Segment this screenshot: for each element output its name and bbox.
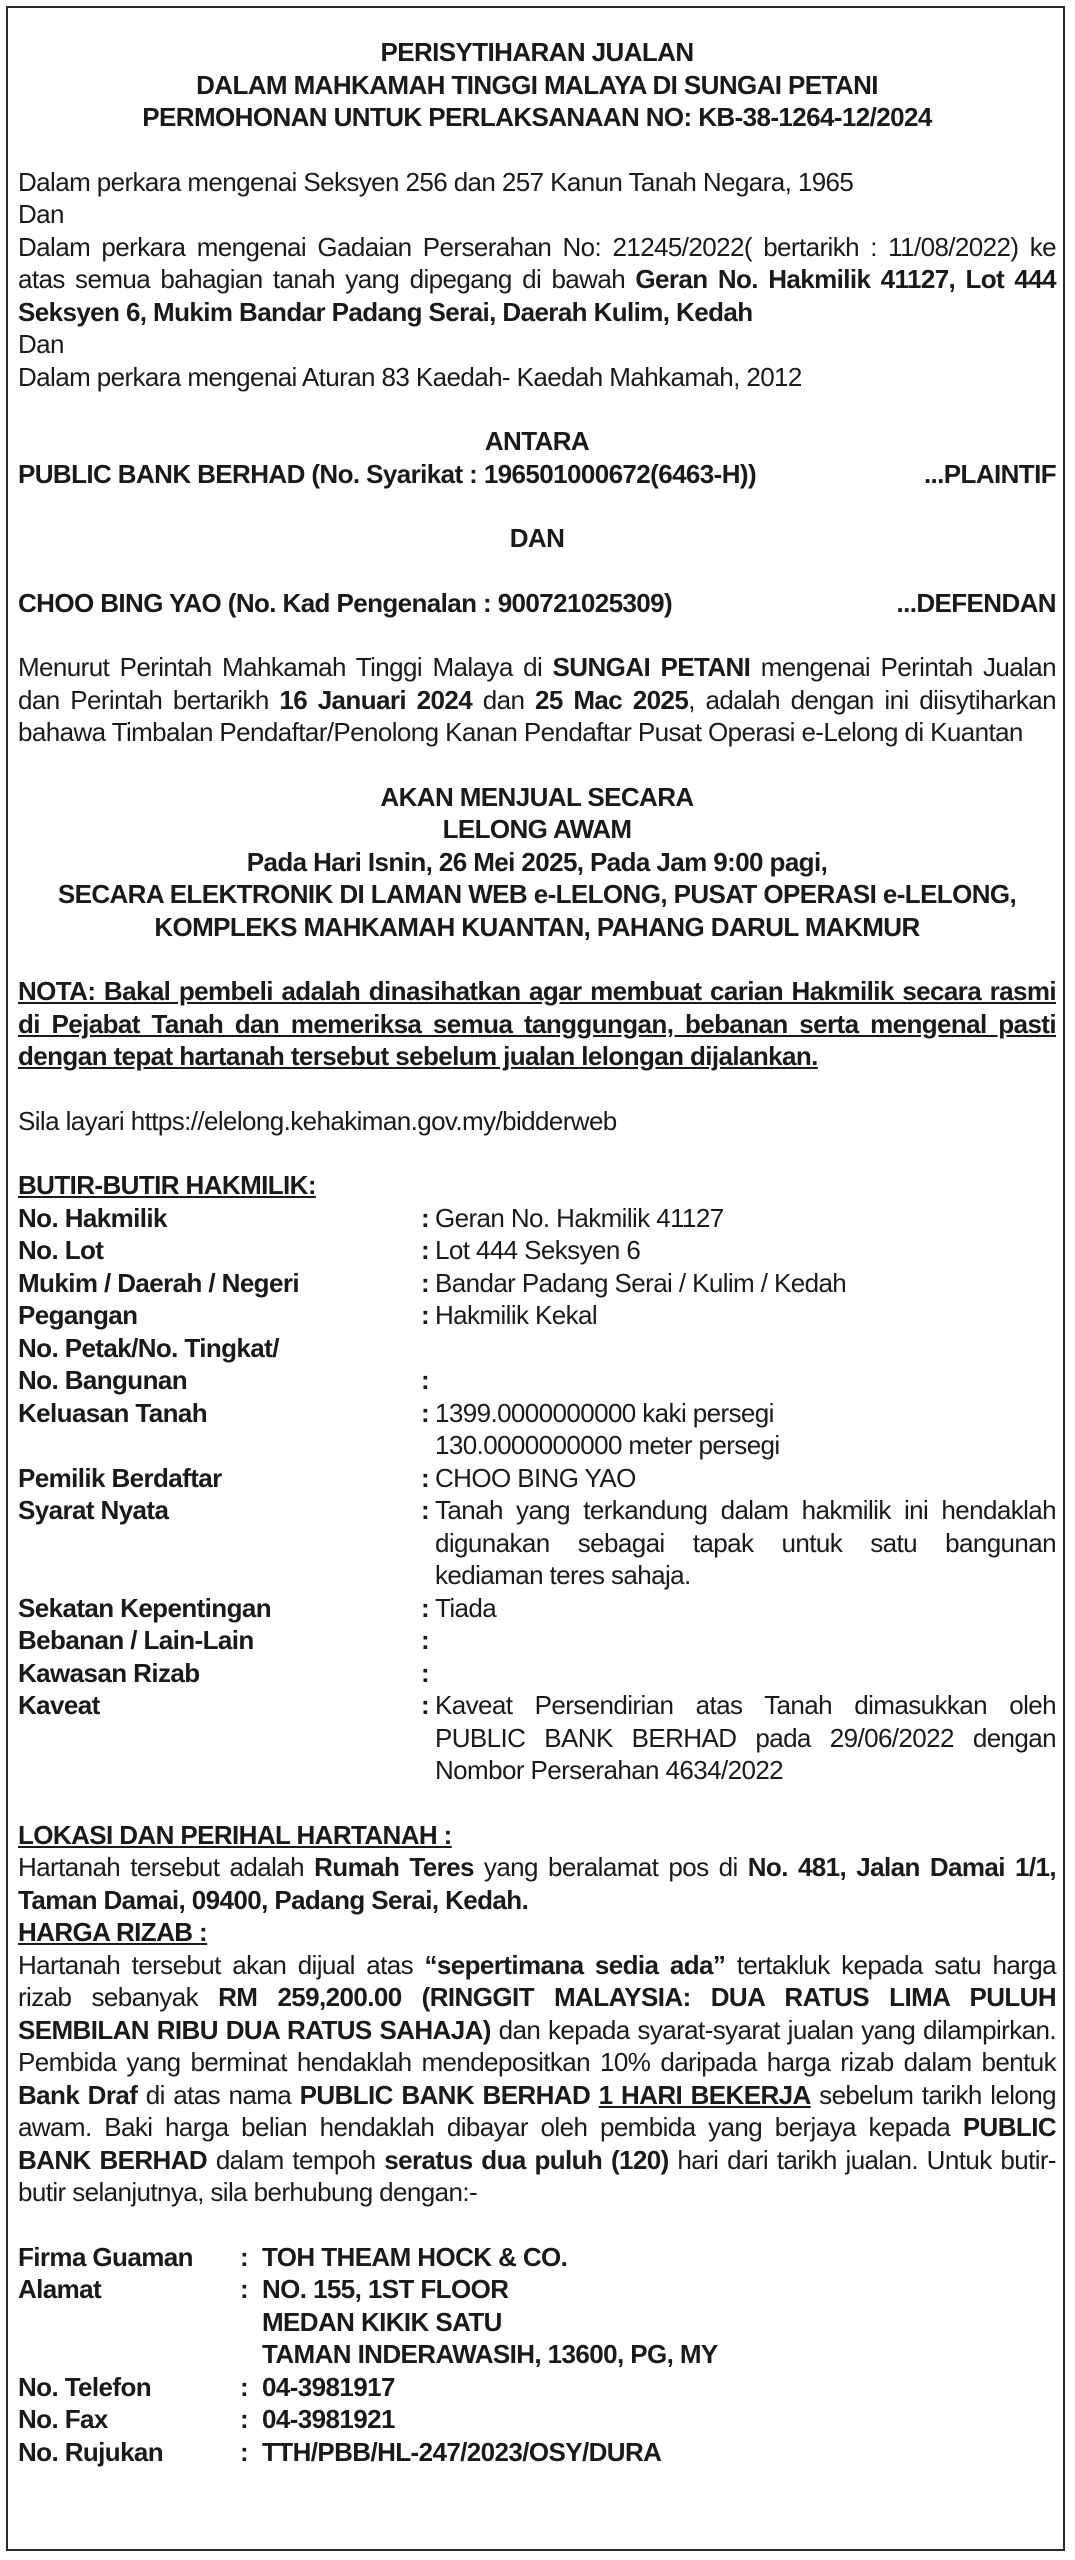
- matter-3: Dalam perkara mengenai Aturan 83 Kaedah- Kaedah Mahkamah, 2012: [18, 361, 802, 392]
- matter-1: Dalam perkara mengenai Seksyen 256 dan 257 Kanun Tanah Negara, 1965: [18, 166, 854, 197]
- auction-date: Pada Hari Isnin, 26 Mei 2025, Pada Jam 9:00 pagi,: [246, 846, 828, 877]
- contact-row: No. Fax : 04-3981921: [18, 2404, 395, 2434]
- detail-row: No. Hakmilik : Geran No. Hakmilik 41127: [18, 1202, 724, 1233]
- location-heading: LOKASI DAN PERIHAL HARTANAH :: [18, 1819, 452, 1850]
- property-address: No. 481, Jalan Damai 1/1, Taman Damai, 09400, Padang Serai, Kedah.: [18, 1852, 1056, 1915]
- notice-content: [18, 36, 1056, 2468]
- reserve-price: RM 259,200.00 (RINGGIT MALAYSIA: DUA RATUS LIMA PULUH SEMBILAN RIBU DUA RATUS SAHAJA): [18, 1982, 1056, 2045]
- contact-table: [18, 2241, 1056, 2469]
- detail-row: Syarat Nyata : Tanah yang terkandung dalam hakmilik ini hendaklah digunakan sebagai tapak untuk satu bangunan kediaman teres sahaja.: [18, 1495, 1056, 1590]
- auction-announcement: AKAN MENJUAL SECARA LELONG AWAM Pada Hari Isnin, 26 Mei 2025, Pada Jam 9:00 pagi, SECARA ELEKTRONIK DI LAMAN WEB e-LELONG, PUSAT OPERASI e-LELONG, KOMPLEKS MAHKAMAH KUANTAN, PAHANG DARUL MAKMUR: [18, 781, 1056, 944]
- header-case-number: PERMOHONAN UNTUK PERLAKSANAAN NO: KB-38-1264-12/2024: [142, 102, 932, 132]
- dan-label: DAN: [509, 523, 565, 553]
- contact-row: No. Telefon : 04-3981917: [18, 2371, 395, 2402]
- matter-conjunction-1: Dan: [18, 199, 64, 229]
- detail-row: Pegangan : Hakmilik Kekal: [18, 1300, 598, 1330]
- detail-row: No. Bangunan :: [18, 1365, 430, 1395]
- plaintiff-role: ...PLAINTIF: [923, 458, 1056, 489]
- detail-row: Pemilik Berdaftar : CHOO BING YAO: [18, 1462, 636, 1493]
- detail-row: Keluasan Tanah : 1399.0000000000 kaki persegi 130.0000000000 meter persegi: [18, 1397, 780, 1460]
- reserve-heading: HARGA RIZAB :: [18, 1917, 208, 1947]
- contact-row: Alamat : NO. 155, 1ST FLOOR MEDAN KIKIK SATU TAMAN INDERAWASIH, 13600, PG, MY: [18, 2274, 718, 2369]
- header-court: DALAM MAHKAMAH TINGGI MALAYA DI SUNGAI PETANI: [196, 69, 878, 100]
- detail-row: Bebanan / Lain-Lain :: [18, 1625, 430, 1655]
- plaintiff-row: [18, 458, 1056, 491]
- matter-2: Dalam perkara mengenai Gadaian Perserahan No: 21245/2022( bertarikh : 11/08/2022) ke atas semua bahagian tanah yang dipegang di bawah Geran No. Hakmilik 41127, Lot 444 Seksyen 6, Mukim Bandar Padang Serai, Daerah Kulim, Kedah: [18, 231, 1056, 327]
- detail-row: Sekatan Kepentingan : Tiada: [18, 1592, 497, 1623]
- title-details-heading: BUTIR-BUTIR HAKMILIK:: [18, 1170, 316, 1200]
- matters-section: [18, 166, 1056, 394]
- defendant-name: CHOO BING YAO (No. Kad Pengenalan : 900721025309): [18, 587, 673, 618]
- order-paragraph: Menurut Perintah Mahkamah Tinggi Malaya di SUNGAI PETANI mengenai Perintah Jualan dan Perintah bertarikh 16 Januari 2024 dan 25 Mac 2025, adalah dengan ini diisytiharkan bahawa Timbalan Pendaftar/Penolong Kanan Pendaftar Pusat Operasi e-Lelong di Kuantan: [18, 652, 1057, 747]
- header-title: PERISYTIHARAN JUALAN: [380, 37, 694, 67]
- defendant-row: [18, 587, 1056, 620]
- parties-section: [18, 425, 1056, 619]
- matter-2-property: Geran No. Hakmilik 41127, Lot 444 Seksyen 6, Mukim Bandar Padang Serai, Daerah Kulim, Kedah: [18, 264, 1056, 327]
- notice-header: [18, 36, 1056, 134]
- matter-conjunction-2: Dan: [18, 329, 64, 359]
- contact-row: No. Rujukan : TTH/PBB/HL-247/2023/OSY/DURA: [18, 2436, 662, 2467]
- reserve-paragraph: Hartanah tersebut akan dijual atas “sepertimana sedia ada” tertakluk kepada satu harga rizab sebanyak RM 259,200.00 (RINGGIT MALAYSIA: DUA RATUS LIMA PULUH SEMBILAN RIBU DUA RATUS SAHAJA) dan kepada syarat-syarat jualan yang dilampirkan. Pembida yang berminat hendaklah mendepositkan 10% daripada harga rizab dalam bentuk Bank Draf di atas nama PUBLIC BANK BERHAD 1 HARI BEKERJA sebelum tarikh lelong awam. Baki harga belian hendaklah dibayar oleh pembida yang berjaya kepada PUBLIC BANK BERHAD dalam tempoh seratus dua puluh (120) hari dari tarikh jualan. Untuk butir-butir selanjutnya, sila berhubung dengan:-: [18, 1949, 1056, 2207]
- website-line: Sila layari https://elelong.kehakiman.gov.my/bidderweb: [18, 1105, 617, 1136]
- defendant-role: ...DEFENDAN: [896, 587, 1056, 618]
- detail-row: No. Lot : Lot 444 Seksyen 6: [18, 1235, 641, 1265]
- title-details-table: [18, 1202, 1056, 1787]
- detail-row: Kawasan Rizab :: [18, 1657, 430, 1688]
- notice-page: [6, 6, 1065, 2551]
- detail-row: Kaveat : Kaveat Persendirian atas Tanah dimasukkan oleh PUBLIC BANK BERHAD pada 29/06/2022 dengan Nombor Perserahan 4634/2022: [18, 1690, 1056, 1785]
- antara-label: ANTARA: [484, 426, 590, 456]
- location-paragraph: Hartanah tersebut adalah Rumah Teres yang beralamat pos di No. 481, Jalan Damai 1/1, Taman Damai, 09400, Padang Serai, Kedah.: [18, 1852, 1056, 1915]
- contact-row: Firma Guaman : TOH THEAM HOCK & CO.: [18, 2241, 568, 2272]
- detail-row: Mukim / Daerah / Negeri : Bandar Padang Serai / Kulim / Kedah: [18, 1267, 847, 1298]
- nota-warning: NOTA: Bakal pembeli adalah dinasihatkan agar membuat carian Hakmilik secara rasmi di Pejabat Tanah dan memeriksa semua tanggungan, bebanan serta mengenal pasti dengan tepat hartanah tersebut sebelum jualan lelongan dijalankan.: [18, 976, 1056, 1071]
- plaintiff-name: PUBLIC BANK BERHAD (No. Syarikat : 196501000672(6463-H)): [18, 458, 756, 489]
- detail-row: No. Petak/No. Tingkat/: [18, 1332, 279, 1363]
